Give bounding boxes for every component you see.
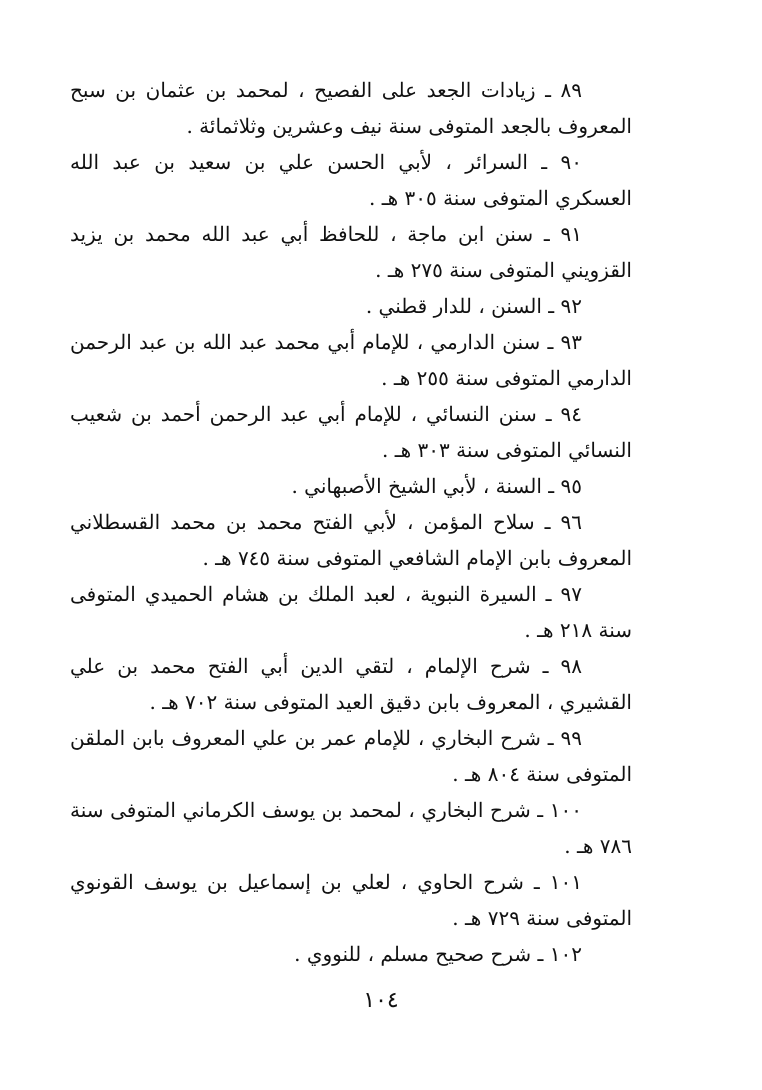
list-item: ٨٩ ـ زيادات الجعد على الفصيح ، لمحمد بن عثمان بن سبح المعروف بالجعد المتوفى سنة نيف وعشرين وثلاثمائة . [70,78,632,138]
list-item: ٩١ ـ سنن ابن ماجة ، للحافظ أبي عبد الله محمد بن يزيد القزويني المتوفى سنة ٢٧٥ هـ . [70,222,632,282]
list-item: ٩٢ ـ السنن ، للدار قطني . [365,294,582,318]
list-item: ٩٠ ـ السرائر ، لأبي الحسن علي بن سعيد بن عبد الله العسكري المتوفى سنة ٣٠٥ هـ . [70,150,632,210]
list-item: ١٠٠ ـ شرح البخاري ، لمحمد بن يوسف الكرماني المتوفى سنة ٧٨٦ هـ . [70,798,632,858]
list-item: ١٠٢ ـ شرح صحيح مسلم ، للنووي . [294,942,582,966]
list-item: ١٠١ ـ شرح الحاوي ، لعلي بن إسماعيل بن يوسف القونوي المتوفى سنة ٧٢٩ هـ . [70,870,632,930]
list-item: ٩٧ ـ السيرة النبوية ، لعبد الملك بن هشام الحميدي المتوفى سنة ٢١٨ هـ . [70,582,632,642]
list-item: ٩٥ ـ السنة ، لأبي الشيخ الأصبهاني . [291,474,582,498]
list-item: ٩٣ ـ سنن الدارمي ، للإمام أبي محمد عبد الله بن عبد الرحمن الدارمي المتوفى سنة ٢٥٥ هـ . [70,330,632,390]
page-number: ١٠٤ [363,988,399,1013]
list-item: ٩٩ ـ شرح البخاري ، للإمام عمر بن علي المعروف بابن الملقن المتوفى سنة ٨٠٤ هـ . [70,726,632,786]
list-item: ٩٤ ـ سنن النسائي ، للإمام أبي عبد الرحمن أحمد بن شعيب النسائي المتوفى سنة ٣٠٣ هـ . [70,402,632,462]
list-item: ٩٦ ـ سلاح المؤمن ، لأبي الفتح محمد بن محمد القسطلاني المعروف بابن الإمام الشافعي المتوفى سنة ٧٤٥ هـ . [70,510,632,570]
bibliography-list [70,72,632,972]
list-item: ٩٨ ـ شرح الإلمام ، لتقي الدين أبي الفتح محمد بن علي القشيري ، المعروف بابن دقيق العيد المتوفى سنة ٧٠٢ هـ . [70,654,632,714]
